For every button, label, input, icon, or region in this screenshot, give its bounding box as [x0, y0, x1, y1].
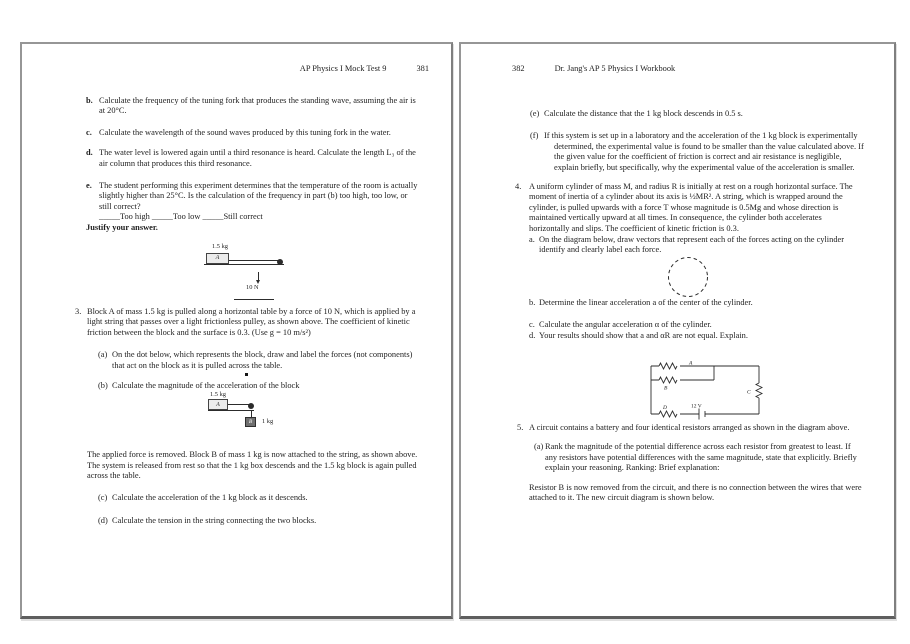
- part-label: c.: [529, 320, 535, 330]
- question-3a: [98, 350, 421, 371]
- part-text: Determine the linear acceleration a of the center of the cylinder.: [539, 297, 753, 307]
- block-a: [206, 253, 229, 264]
- question-part-d: [86, 148, 421, 169]
- question-text: A circuit contains a battery and four identical resistors arranged as shown in the diagram above.: [529, 422, 850, 432]
- part-text: Calculate the tension in the string connecting the two blocks.: [112, 516, 317, 526]
- part-label: d.: [529, 330, 536, 340]
- question-3c: [98, 493, 421, 504]
- question-number: 4.: [515, 181, 522, 191]
- table-line: [204, 264, 284, 266]
- part-text: Rank the magnitude of the potential difference across each resistor from greatest to least. If any resistors have potential differences with the same magnitude, state that explicitly. Briefly explain your reasoning. Ranking: Brief explanation:: [545, 442, 857, 473]
- mass-label: 1.5 kg: [212, 242, 228, 250]
- part-text: On the dot below, which represents the block, draw and label the forces (not components) that act on the block as it is pulled across the table.: [112, 350, 413, 370]
- answer-choices: _____Too high _____Too low _____Still correct: [99, 212, 263, 222]
- part-text: Calculate the angular acceleration α of the cylinder.: [539, 320, 712, 330]
- page-number: 381: [416, 64, 429, 73]
- part-label: (b): [98, 380, 108, 390]
- question-number: 5.: [517, 422, 524, 432]
- force-diagram-dot-row: [86, 372, 421, 379]
- string-vertical: [251, 410, 252, 417]
- question-number: 3.: [75, 306, 82, 316]
- question-4b: [529, 298, 864, 309]
- question-3b: [98, 381, 421, 392]
- part-label: (f): [530, 131, 539, 141]
- table-line: [208, 410, 254, 411]
- question-5: [517, 423, 864, 434]
- part-label: (a): [98, 350, 108, 360]
- pulley-icon: [248, 403, 254, 409]
- mass-b-label: 1 kg: [262, 418, 274, 426]
- question-3e: [530, 109, 864, 120]
- force-arrow-shaft: [258, 272, 259, 280]
- part-text: Calculate the distance that the 1 kg block descends in 0.5 s.: [544, 108, 743, 118]
- question-5a: [534, 442, 864, 474]
- string-line: [228, 404, 250, 405]
- figure-cylinder-circle: [515, 256, 864, 296]
- question-3: [75, 307, 421, 339]
- part-label: (d): [98, 516, 108, 526]
- part-label: c.: [86, 127, 92, 137]
- question-3d: [98, 516, 421, 527]
- string-line: [229, 260, 279, 261]
- figure-two-blocks-pulley: [86, 391, 421, 428]
- running-title: AP Physics I Mock Test 9: [299, 64, 387, 73]
- part-text: Calculate the wavelength of the sound waves produced by this tuning fork in the water.: [99, 127, 391, 137]
- part-text: Your results should show that a and αR are not equal. Explain.: [539, 330, 748, 340]
- figure-circuit-diagram: [515, 358, 864, 421]
- question-4c: [529, 320, 864, 331]
- question-3-continuation: The applied force is removed. Block B of mass 1 kg is now attached to the string, as shown above. The system is released from rest so that the 1 kg box descends and the 1.5 kg block is again pulled across the table.: [87, 450, 418, 481]
- question-text: Block A of mass 1.5 kg is pulled along a horizontal table by a force of 10 N, which is applied by a light string that passes over a light frictionless pulley, as shown above. The coefficient of kinetic friction between the block and the surface is 0.3. (Use g = 10 m/s²): [87, 306, 416, 337]
- battery-label: 12 V: [691, 403, 702, 409]
- answer-blank-line: [234, 299, 274, 300]
- figure-block-pulley-force: [86, 242, 421, 302]
- question-part-e: [86, 181, 421, 223]
- question-4a: [529, 235, 864, 256]
- page-number: 382: [512, 64, 525, 73]
- block-a: [208, 399, 228, 410]
- block-b: [245, 417, 256, 427]
- question-4: [515, 182, 864, 235]
- part-text: The water level is lowered again until a third resonance is heard. Calculate the length L₃ of the air column that produces this third resonance.: [99, 148, 416, 168]
- question-3f: [530, 131, 864, 173]
- justify-instruction: Justify your answer.: [86, 222, 158, 232]
- part-label: a.: [529, 234, 535, 244]
- page-header-left: [86, 64, 429, 75]
- part-label: (e): [530, 108, 540, 118]
- question-part-c: [86, 128, 421, 139]
- pulley-icon: [277, 259, 283, 265]
- part-label: d.: [86, 148, 93, 158]
- part-text: [99, 181, 421, 223]
- dashed-circle-icon: [663, 256, 713, 298]
- part-e-text: The student performing this experiment determines that the temperature of the room is actually slightly higher than 25°C. Is the calculation of the frequency in part (b) too high, too low, or still correct?: [99, 180, 418, 211]
- resistor-c-label: C: [747, 389, 751, 395]
- circuit-schematic: [647, 358, 769, 421]
- part-label: b.: [529, 297, 536, 307]
- part-label: (c): [98, 492, 108, 502]
- resistor-b-label: B: [664, 385, 668, 391]
- part-text: Calculate the magnitude of the acceleration of the block: [112, 380, 300, 390]
- resistor-a-label: A: [689, 360, 693, 366]
- mass-a-label: 1.5 kg: [210, 391, 226, 399]
- block-a-letter: A: [215, 255, 220, 262]
- running-title: Dr. Jang's AP 5 Physics I Workbook: [554, 64, 676, 73]
- resistor-d-label: D: [663, 404, 667, 411]
- part-text: Calculate the acceleration of the 1 kg block as it descends.: [112, 492, 308, 502]
- part-label: e.: [86, 180, 92, 190]
- force-label: 10 N: [246, 283, 259, 291]
- question-5-continuation: Resistor B is now removed from the circuit, and there is no connection between the wires that were attached to it. The new circuit diagram is shown below.: [529, 482, 862, 503]
- part-label: (a): [534, 442, 544, 452]
- page-381: [20, 42, 453, 619]
- part-label: b.: [86, 95, 93, 105]
- part-text: On the diagram below, draw vectors that represent each of the forces acting on the cylinder identify and clearly label each force.: [539, 234, 845, 255]
- block-dot: [245, 373, 248, 376]
- part-text: Calculate the frequency of the tuning fork that produces the standing wave, assuming the air is at 20°C.: [99, 95, 416, 116]
- block-b-letter: B: [248, 419, 253, 426]
- block-a-letter: A: [216, 401, 220, 408]
- question-4d: [529, 331, 864, 342]
- question-part-b: [86, 96, 421, 117]
- part-text: If this system is set up in a laboratory and the acceleration of the 1 kg block is experimentally determined, the experimental value is found to be smaller than the value calculated above. If the given value for the coefficient of friction is correct and air resistance is negligible, explain briefly, but specifically, why the experimental value of the acceleration is smaller.: [544, 131, 864, 172]
- question-text: A uniform cylinder of mass M, and radius R is initially at rest on a rough horizontal surface. The moment of inertia of a cylinder about its axis is ½MR². A string, which is wrapped around the cylinder, is pulled upwards with a force T whose magnitude is 0.5Mg and whose direction is maintained vertically upward at all times. In consequence, the cylinder both accelerates horizontally and slips. The coefficient of kinetic friction is 0.3.: [529, 181, 853, 233]
- page-382: [459, 42, 896, 619]
- page-header-right: [512, 64, 864, 75]
